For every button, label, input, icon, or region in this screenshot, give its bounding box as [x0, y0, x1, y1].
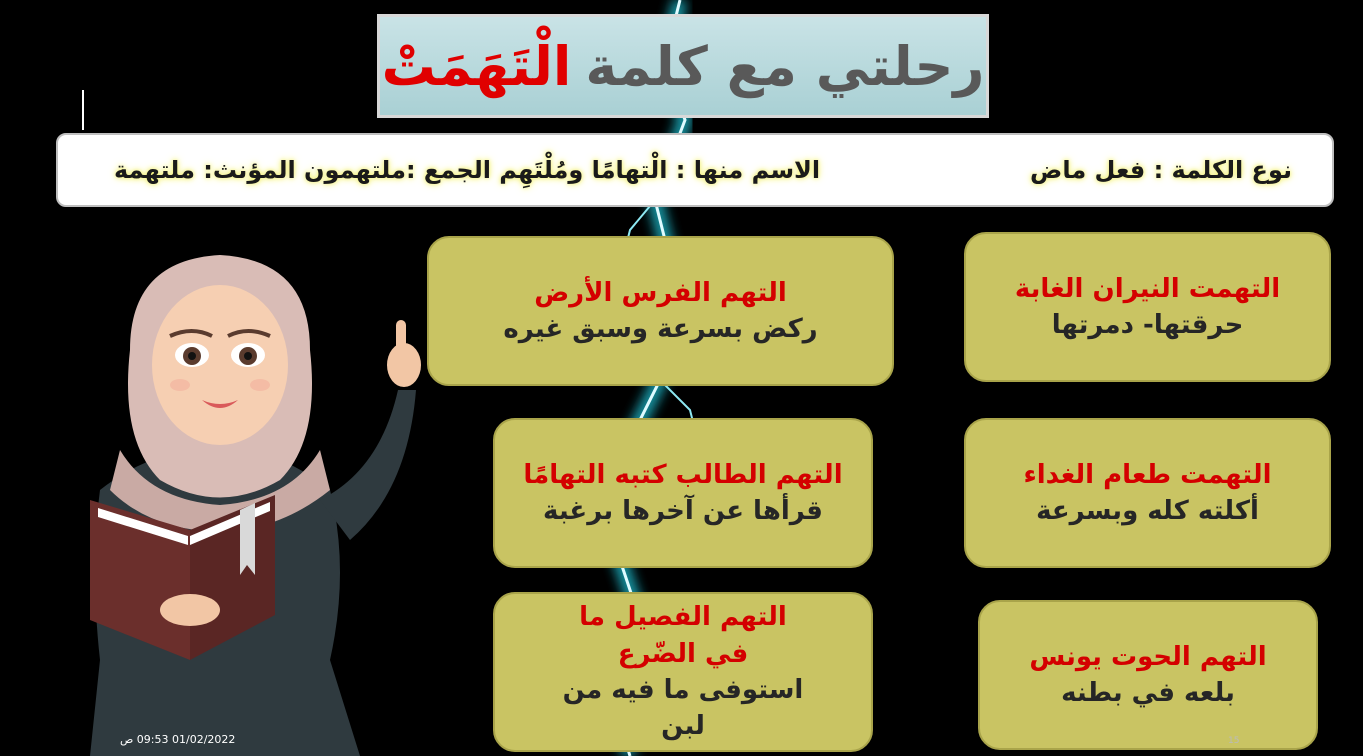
word-forms-text: الاسم منها : الْتهامًا ومُلْتَهِم الجمع :ملتهمون المؤنث: ملتهمة: [114, 156, 821, 184]
word-type-text: نوع الكلمة : فعل ماض: [1030, 156, 1292, 184]
title-highlight-word: الْتَهَمَتْ: [381, 34, 572, 98]
meaning-card-1[interactable]: [964, 232, 1331, 382]
card-meaning: أكلته كله وبسرعة: [1036, 496, 1259, 526]
card-title: التهم الطالب كتبه التهامًا: [523, 459, 843, 490]
card-meaning: قرأها عن آخرها برغبة: [543, 496, 823, 526]
card-meaning: ركض بسرعة وسبق غيره: [503, 314, 818, 344]
card-title: التهم الفرس الأرض: [534, 277, 787, 308]
card-meaning: حرقتها- دمرتها: [1051, 310, 1244, 340]
meaning-card-5[interactable]: [978, 600, 1318, 750]
word-info-bar: [56, 133, 1334, 207]
card-title: التهمت النيران الغابة: [1014, 273, 1281, 304]
meaning-card-4[interactable]: [493, 418, 873, 568]
card-title: التهم الفصيل ما في الضّرع: [579, 602, 787, 669]
meaning-card-6[interactable]: [493, 592, 873, 752]
teacher-illustration: [30, 240, 430, 756]
title-main: رحلتي مع كلمة: [585, 34, 985, 98]
vertical-line-divider: [82, 90, 84, 130]
card-meaning: استوفى ما فيه من لبن: [562, 675, 804, 742]
card-title: التهمت طعام الغداء: [1023, 459, 1272, 490]
card-title: التهم الحوت يونس: [1029, 641, 1267, 672]
card-meaning: بلعه في بطنه: [1061, 678, 1235, 708]
title-banner: [377, 14, 989, 118]
meaning-card-2[interactable]: [427, 236, 894, 386]
slide-number: 15: [1228, 736, 1240, 746]
meaning-card-3[interactable]: [964, 418, 1331, 568]
footer-datetime: 01/02/2022 09:53 ص: [120, 733, 236, 746]
